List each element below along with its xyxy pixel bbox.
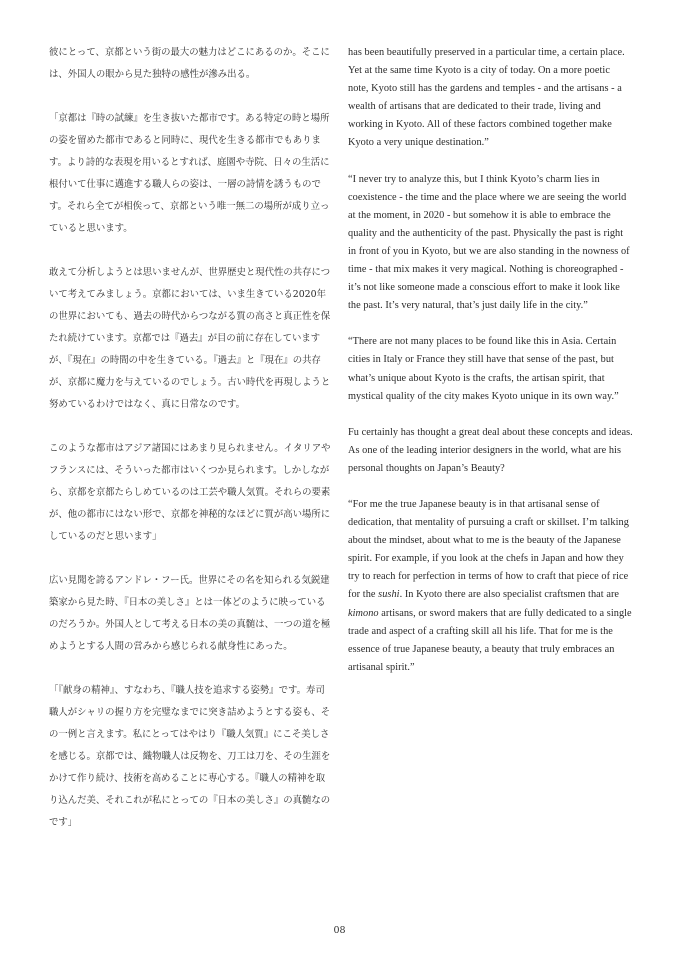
english-paragraph-4: Fu certainly has thought a great deal about these concepts and ideas. As one of the leading interior designers in the world, what are his personal thoughts on Japan’s Beauty? [348, 426, 633, 474]
english-paragraph-3: “There are not many places to be found like this in Asia. Certain cities in Italy or France they still have that sense of the past, but what’s unique about Kyoto is the crafts, the artisan spirit, that mystical quality of the city makes Kyoto unique in its own way.” [348, 336, 619, 402]
english-paragraph-5-part-1: “For me the true Japanese beauty is in that artisanal sense of dedication, that mentality of pursuing a craft or skillset. I’m talking about the mindset, about what to me is the beauty of the Japanese spirit. For example, if you look at the chefs in Japan and how they try to reach for perfection in terms of how to craft that piece of rice for the [348, 498, 629, 601]
english-text-column [348, 44, 633, 695]
japanese-paragraph-4: このような都市はアジア諸国にはあまり見られません。イタリアやフランスには、そういった都市はいくつか見られます。しかしながら、京都を京都たらしめているのは工芸や職人気質。それらの要素が、他の都市にはない形で、京都を神秘的なほどに質が高い場所にしているのだと思います」 [49, 443, 331, 542]
english-paragraph-5-part-2: . In Kyoto there are also specialist craftsmen that are [399, 589, 620, 601]
page-number: 08 [333, 925, 346, 936]
english-paragraph-5 [348, 496, 633, 677]
japanese-paragraph-1: 彼にとって、京都という街の最大の魅力はどこにあるのか。そこには、外国人の眼から見た独特の感性が滲み出る。 [49, 47, 330, 80]
japanese-paragraph-6: 「『献身の精神』、すなわち、『職人技を追求する姿勢』です。寿司職人がシャリの握り方を完璧なまでに突き詰めようとする姿も、その一例と言えます。私にとってはやはり『職人気質』にこそ美しさを感じる。京都では、織物職人は反物を、刀工は刀を、その生涯をかけて作り続け、技術を高めることに専心する。『職人の精神を取り込んだ美、それこれが私にとっての『日本の美しさ』の真髄なのです」 [49, 685, 331, 828]
japanese-paragraph-5: 広い見聞を誇るアンドレ・フー氏。世界にその名を知られる気鋭建築家から見た時、『日本の美しさ』とは一体どのように映っているのだろうか。外国人として考える日本の美の真髄は、一つの道を極めようとする人間の営みから感じられる献身性にあった。 [49, 575, 331, 652]
english-paragraph-5-part-3: artisans, or sword makers that are fully dedicated to a single trade and aspect of a crafting skill all his life. That for me is the essence of true Japanese beauty, a beauty that truly embraces an artisanal spirit.” [348, 607, 632, 673]
sushi-term: sushi [378, 589, 400, 601]
english-paragraph-2: “I never try to analyze this, but I think Kyoto’s charm lies in coexistence - the time and the place where we are seeing the world at the moment, in 2020 - but somehow it is able to embrace the quality and the authenticity of the past. Physically the past is right in front of you in Kyoto, but we are also standing in the nowness of time - that mix makes it very magical. Nothing is choreographed - it’s not like someone made a conscious effort to make it look like the past. It’s very natural, that’s just daily life in the city.” [348, 173, 630, 312]
kimono-term: kimono [348, 607, 379, 619]
japanese-paragraph-3: 敢えて分析しようとは思いませんが、世界歴史と現代性の共存について考えてみましょう。京都においては、いま生きている2020年の世界においても、過去の時代からつながる質の高さと真正性を保たれ続けています。京都では『過去』が目の前に存在していますが、『現在』の時間の中を生きている。『過去』と『現在』の共存が、京都に魔力を与えているのでしょう。古い時代を再現しようと努めているわけではなく、真に日常なのです。 [49, 267, 331, 410]
japanese-text-column [49, 42, 331, 856]
japanese-paragraph-2: 「京都は『時の試練』を生き抜いた都市です。ある特定の時と場所の姿を留めた都市であると同時に、現代を生きる都市でもあります。より詩的な表現を用いるとすれば、庭園や寺院、日々の生活に根付いて仕事に邁進する職人らの姿は、一層の詩情を誘うものです。それら全てが相俟って、京都という唯一無二の場所が成り立っていると思います。 [49, 113, 330, 234]
english-paragraph-1: has been beautifully preserved in a particular time, a certain place. Yet at the same time Kyoto is a city of today. On a more poetic note, Kyoto still has the gardens and temples - and the artisans - a wealth of artisans that are dedicated to their trade, living and working in Kyoto. All of these factors combined together make Kyoto a very unique destination.” [348, 47, 625, 149]
